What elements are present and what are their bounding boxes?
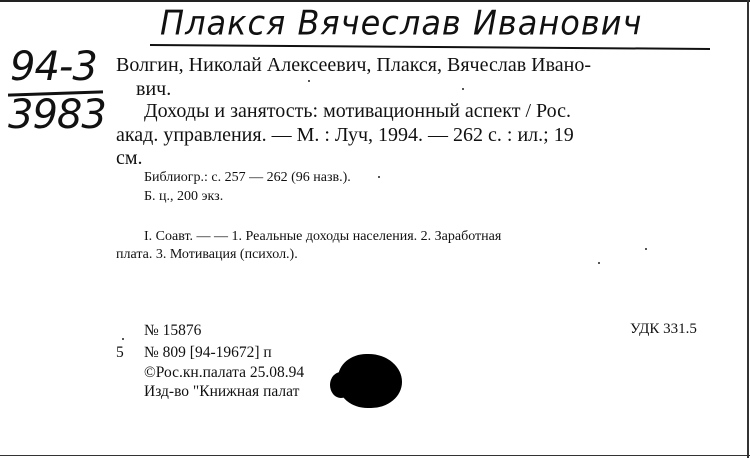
title-line-1: Доходы и занятость: мотивационный аспект / Рос. <box>144 100 572 122</box>
speck <box>308 80 310 82</box>
subjects-line-2: плата. 3. Мотивация (психол.). <box>116 247 298 262</box>
handwritten-name-underline <box>150 44 710 50</box>
author-line: Волгин, Николай Алексеевич, Плакся, Вячеслав Ивано- <box>116 54 592 76</box>
card-top-border <box>0 0 750 2</box>
ink-blot-small <box>330 372 352 398</box>
card-number-prefix: 5 <box>116 344 124 361</box>
subjects-line-1: I. Соавт. — — 1. Реальные доходы населения. 2. Заработная <box>144 229 502 244</box>
speck <box>645 248 647 250</box>
handwritten-class-bottom: 3983 <box>8 92 106 138</box>
registration-number: № 15876 <box>144 322 202 339</box>
speck <box>122 338 124 340</box>
card-right-border <box>747 0 749 458</box>
title-line-3: см. <box>116 147 143 169</box>
handwritten-author-name: Плакся Вячеслав Иванович <box>160 3 643 43</box>
price-note: Б. ц., 200 экз. <box>144 189 224 204</box>
book-chamber-stamp: ©Рос.кн.палата 25.08.94 <box>144 364 305 381</box>
handwritten-class-top: 94-3 <box>10 44 97 90</box>
udk-code: УДК 331.5 <box>630 321 697 337</box>
title-line-2: акад. управления. — М. : Луч, 1994. — 262 с. : ил.; 19 <box>116 124 574 146</box>
card-bottom-border <box>0 455 750 456</box>
author-line-continued: вич. <box>136 78 172 100</box>
card-order-number: № 809 [94-19672] п <box>144 344 272 361</box>
speck <box>378 176 380 178</box>
speck <box>598 262 600 264</box>
speck <box>462 88 464 90</box>
bibliography-note: Библиогр.: с. 257 — 262 (96 назв.). <box>144 170 351 185</box>
publisher-line: Изд-во "Книжная палат <box>144 383 300 400</box>
